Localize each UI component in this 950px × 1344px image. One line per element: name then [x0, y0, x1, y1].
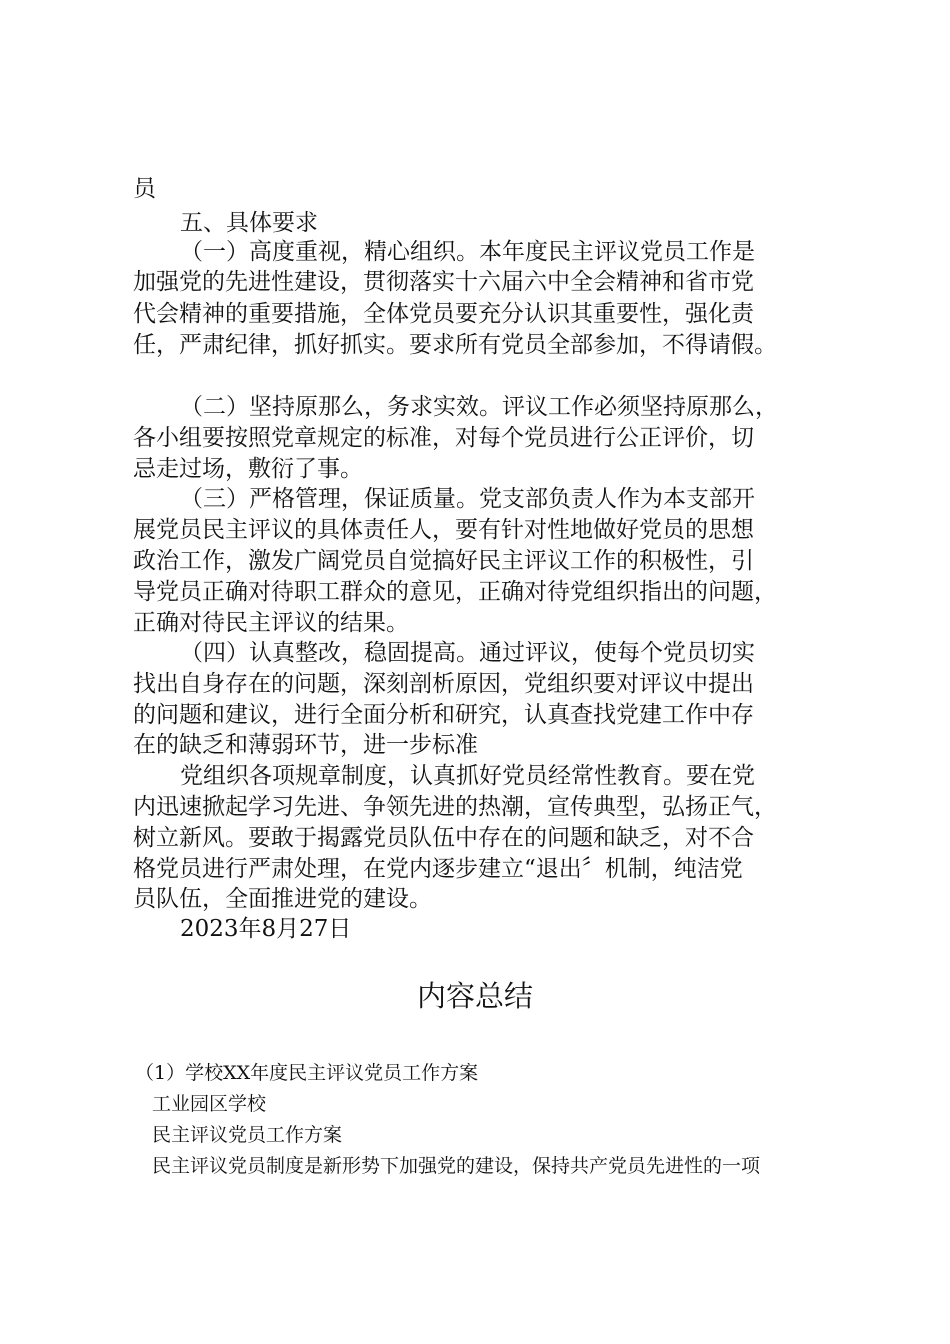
body-line: 树立新风。要敢于揭露党员队伍中存在的问题和缺乏，对不合 [133, 825, 754, 851]
body-line: 导党员正确对待职工群众的意见，正确对待党组织指出的问题， [133, 579, 777, 605]
summary-title: 内容总结 [416, 979, 533, 1013]
body-line: 各小组要按照党章规定的标准，对每个党员进行公正评价，切 [133, 425, 754, 451]
section-heading: 五、具体要求 [180, 210, 318, 236]
body-line: 政治工作，激发广阔党员自觉搞好民主评议工作的积极性，引 [133, 548, 754, 574]
body-line: （二）坚持原那么，务求实效。评议工作必须坚持原那么， [180, 394, 778, 420]
body-line: （三）严格管理，保证质量。党支部负责人作为本支部开 [180, 486, 755, 512]
body-line: 的问题和建议，进行全面分析和研究，认真查找党建工作中存 [133, 702, 754, 728]
body-line: 员 [133, 176, 156, 202]
body-line: 忌走过场，敷衍了事。 [133, 456, 363, 482]
body-line: 党组织各项规章制度，认真抓好党员经常性教育。要在党 [180, 763, 755, 789]
body-line: 展党员民主评议的具体责任人，要有针对性地做好党员的思想 [133, 517, 754, 543]
body-line: （一）高度重视，精心组织。本年度民主评议党员工作是 [180, 239, 755, 265]
body-line: 内迅速掀起学习先进、争领先进的热潮，宣传典型，弘扬正气， [133, 794, 777, 820]
summary-line: （1）学校XX年度民主评议党员工作方案 [135, 1062, 479, 1084]
body-line: 在的缺乏和薄弱环节，进一步标准 [133, 732, 478, 758]
summary-line: 民主评议党员制度是新形势下加强党的建设，保持共产党员先进性的一项 [152, 1155, 761, 1177]
body-line: 找出自身存在的问题，深刻剖析原因，党组织要对评议中提出 [133, 671, 754, 697]
summary-line: 工业园区学校 [152, 1093, 267, 1115]
body-line: 员队伍，全面推进党的建设。 [133, 886, 432, 912]
body-line: （四）认真整改，稳固提高。通过评议，使每个党员切实 [180, 640, 755, 666]
body-line: 正确对待民主评议的结果。 [133, 610, 409, 636]
body-line: 加强党的先进性建设，贯彻落实十六届六中全会精神和省市党 [133, 269, 754, 295]
document-date: 2023年8月27日 [180, 916, 352, 942]
summary-line: 民主评议党员工作方案 [152, 1124, 343, 1146]
body-line: 格党员进行严肃处理，在党内逐步建立“退出〞机制，纯洁党 [133, 856, 743, 882]
body-line: 代会精神的重要措施，全体党员要充分认识其重要性，强化责 [133, 301, 754, 327]
body-line: 任，严肃纪律，抓好抓实。要求所有党员全部参加，不得请假。 [133, 332, 777, 358]
